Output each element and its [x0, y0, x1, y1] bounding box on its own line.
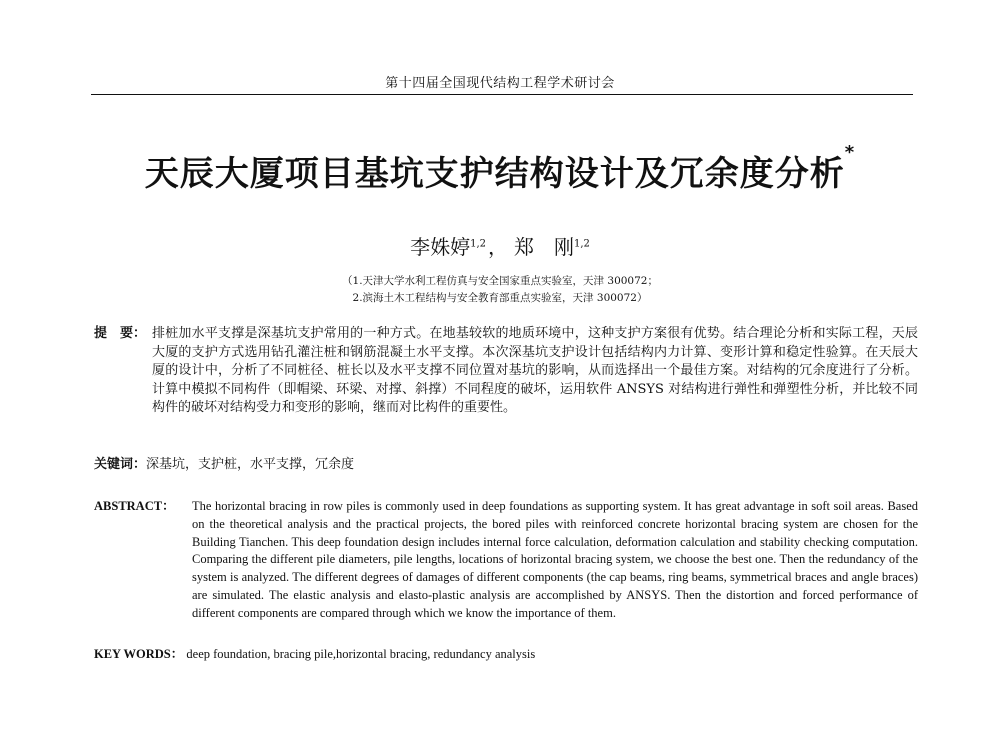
chinese-abstract-label: 提 要：	[94, 326, 147, 341]
english-abstract-label: ABSTRACT：	[94, 499, 175, 513]
chinese-abstract-text: 排桩加水平支撑是深基坑支护常用的一种方式。在地基较软的地质环境中，这种支护方案很有优势。结合理论分析和实际工程，天辰大厦的支护方式选用钻孔灌注桩和钢筋混凝土水平支撑。本次深基坑支护设计包括结构内力计算、变形计算和稳定性验算。在天辰大厦的设计中，分析了不同桩径、桩长以及水平支撑不同位置对基坑的影响，从而选择出一个最佳方案。对结构的冗余度进行了分析。计算中模拟不同构件（即帽梁、环梁、对撑、斜撑）不同程度的破坏，运用软件 ANSYS 对结构进行弹性和弹塑性分析，并比较不同构件的破坏对结构受力和变形的影响，继而对比构件的重要性。	[152, 326, 918, 416]
running-header: 第十四届全国现代结构工程学术研讨会	[385, 76, 615, 91]
paper-title	[0, 142, 1000, 195]
affiliations	[0, 273, 1000, 307]
chinese-keywords-text: 深基坑，支护桩，水平支撑，冗余度	[146, 457, 355, 472]
english-abstract-text: The horizontal bracing in row piles is commonly used in deep foundations as supporting system. It has great advantage in soft soil areas. Based on the theoretical analysis and the practical projects, the bored piles with reinforced concrete horizontal bracing system are chosen for the Building Tianchen. This deep foundation design includes internal force calculation, deformation calculation and stability checking computation. Comparing the different pile diameters, pile lengths, locations of horizontal bracing system, we choose the best one. Then the redundancy of the system is analyzed. The different degrees of damages of different components (the cap beams, ring beams, symmetrical braces and angle braces) are simulated. The elastic analysis and elasto-plastic analysis are accomplished by ANSYS. Then the distortion and forced performance of different components are compared through which we know the importance of them.	[192, 499, 918, 620]
author-list	[0, 231, 1000, 260]
english-keywords-label: KEY WORDS：	[94, 647, 184, 661]
header-rule	[91, 94, 913, 95]
title-footnote-mark: *	[844, 142, 856, 163]
english-abstract	[94, 498, 918, 623]
author-affiliation-mark: 1,2	[574, 238, 590, 250]
affiliation-line: 2.滨海土木工程结构与安全教育部重点实验室，天津 300072）	[352, 292, 648, 304]
chinese-keywords	[94, 453, 354, 472]
english-keywords-text: deep foundation, bracing pile,horizontal bracing, redundancy analysis	[186, 647, 536, 661]
author-separator: ，	[488, 235, 508, 259]
affiliation-line: （1.天津大学水利工程仿真与安全国家重点实验室，天津 300072；	[342, 275, 658, 287]
author-name: 李姝婷	[410, 235, 471, 259]
paper-title-text: 天辰大厦项目基坑支护结构设计及冗余度分析	[144, 154, 845, 194]
chinese-keywords-label: 关键词：	[94, 457, 147, 472]
author-name: 郑 刚	[514, 235, 574, 259]
author-affiliation-mark: 1,2	[470, 238, 486, 250]
chinese-abstract	[94, 325, 918, 418]
english-keywords	[94, 644, 535, 662]
